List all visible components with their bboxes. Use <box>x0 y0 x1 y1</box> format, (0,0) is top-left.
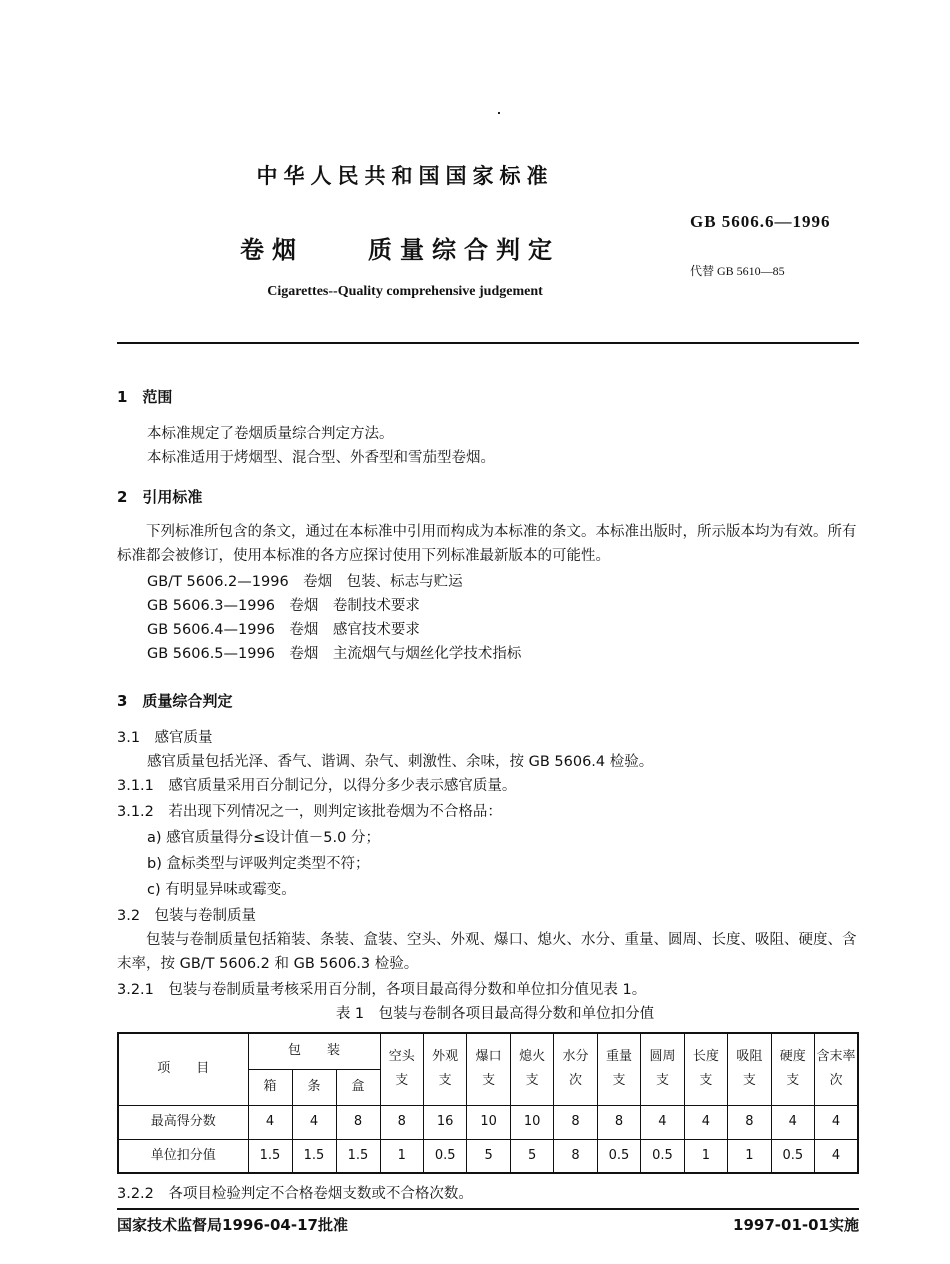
table-cell: 1 <box>728 1139 771 1173</box>
header-pack-sub: 盒 <box>336 1069 380 1105</box>
header-col: 水分 次 <box>554 1033 597 1105</box>
header-col: 重量 支 <box>597 1033 640 1105</box>
header-pack-sub: 箱 <box>248 1069 292 1105</box>
section-3-1-1: 3.1.1 感官质量采用百分制记分，以得分多少表示感官质量。 <box>117 778 517 794</box>
section-3-2-2: 3.2.2 各项目检验判定不合格卷烟支数或不合格次数。 <box>117 1186 473 1202</box>
approval-note: 国家技术监督局1996-04-17批准 <box>117 1216 348 1234</box>
header-divider <box>117 342 859 344</box>
header-packaging: 包 装 <box>248 1033 380 1069</box>
header-col: 圆周 支 <box>641 1033 684 1105</box>
table-cell: 1 <box>684 1139 727 1173</box>
table-cell: 4 <box>641 1105 684 1139</box>
footer-divider <box>117 1208 859 1210</box>
table-1-caption: 表 1 包装与卷制各项目最高得分数和单位扣分值 <box>335 1006 655 1022</box>
table-cell: 8 <box>728 1105 771 1139</box>
table-header-row <box>118 1033 858 1069</box>
reference-item: GB 5606.5—1996 卷烟 主流烟气与烟丝化学技术指标 <box>147 646 522 662</box>
table-cell: 4 <box>815 1105 858 1139</box>
reference-item: GB 5606.4—1996 卷烟 感官技术要求 <box>147 622 420 638</box>
header-col: 长度 支 <box>684 1033 727 1105</box>
table-cell: 10 <box>467 1105 510 1139</box>
table-cell: 1.5 <box>248 1139 292 1173</box>
table-cell: 4 <box>248 1105 292 1139</box>
header-col: 硬度 支 <box>771 1033 814 1105</box>
section-3-1-2-item-a: a) 感官质量得分≤设计值－5.0 分； <box>147 830 380 846</box>
row-label: 单位扣分值 <box>118 1139 248 1173</box>
table-cell: 8 <box>336 1105 380 1139</box>
section-2-para: 下列标准所包含的条文，通过在本标准中引用而构成为本标准的条文。本标准出版时，所示版本均为有效。所有标准都会被修订，使用本标准的各方应探讨使用下列标准最新版本的可能性。 <box>117 524 857 564</box>
section-3-2-para: 包装与卷制质量包括箱装、条装、盒装、空头、外观、爆口、熄火、水分、重量、圆周、长度、吸阻、硬度、含末率，按 GB/T 5606.2 和 GB 5606.3 检验。 <box>117 932 857 972</box>
table-cell: 4 <box>771 1105 814 1139</box>
table-row <box>118 1105 858 1139</box>
table-cell: 5 <box>467 1139 510 1173</box>
section-1-para-1: 本标准规定了卷烟质量综合判定方法。 <box>147 426 394 442</box>
table-cell: 0.5 <box>597 1139 640 1173</box>
reference-item: GB 5606.3—1996 卷烟 卷制技术要求 <box>147 598 420 614</box>
section-3-1-2: 3.1.2 若出现下列情况之一，则判定该批卷烟为不合格品： <box>117 804 502 820</box>
section-3-1-para: 感官质量包括光泽、香气、谐调、杂气、刺激性、余味，按 GB 5606.4 检验。 <box>147 754 654 770</box>
section-1-para-2: 本标准适用于烤烟型、混合型、外香型和雪茄型卷烟。 <box>147 450 495 466</box>
table-cell: 1.5 <box>292 1139 336 1173</box>
header-col: 含末率 次 <box>815 1033 858 1105</box>
header-item: 项 目 <box>118 1033 248 1105</box>
table-cell: 8 <box>597 1105 640 1139</box>
header-col: 熄火 支 <box>510 1033 553 1105</box>
section-3-2-1: 3.2.1 包装与卷制质量考核采用百分制，各项目最高得分数和单位扣分值见表 1。 <box>117 982 647 998</box>
national-standard-title: 中华人民共和国国家标准 <box>256 164 554 188</box>
reference-list <box>147 570 521 666</box>
table-cell: 8 <box>380 1105 423 1139</box>
header-col: 爆口 支 <box>467 1033 510 1105</box>
table-1 <box>117 1032 859 1174</box>
section-1-heading: 1 范围 <box>117 388 173 406</box>
section-3-2-heading: 3.2 包装与卷制质量 <box>117 908 257 924</box>
table-cell: 16 <box>423 1105 466 1139</box>
header-col: 吸阻 支 <box>728 1033 771 1105</box>
section-3-1-heading: 3.1 感官质量 <box>117 730 213 746</box>
section-2-heading: 2 引用标准 <box>117 488 203 506</box>
standard-code: GB 5606.6—1996 <box>690 212 831 231</box>
speck-mark <box>498 112 500 114</box>
table-cell: 1 <box>380 1139 423 1173</box>
section-3-heading: 3 质量综合判定 <box>117 692 233 710</box>
header-col: 外观 支 <box>423 1033 466 1105</box>
table-cell: 8 <box>554 1105 597 1139</box>
reference-item: GB/T 5606.2—1996 卷烟 包装、标志与贮运 <box>147 574 463 590</box>
table-cell: 4 <box>815 1139 858 1173</box>
document-title-en: Cigarettes--Quality comprehensive judgement <box>267 284 543 299</box>
header-col: 空头 支 <box>380 1033 423 1105</box>
replaces-note: 代替 GB 5610—85 <box>690 264 785 278</box>
table-cell: 4 <box>292 1105 336 1139</box>
section-3-1-2-item-c: c) 有明显异味或霉变。 <box>147 882 296 898</box>
table-cell: 8 <box>554 1139 597 1173</box>
header-pack-sub: 条 <box>292 1069 336 1105</box>
table-cell: 10 <box>510 1105 553 1139</box>
row-label: 最高得分数 <box>118 1105 248 1139</box>
table-cell: 5 <box>510 1139 553 1173</box>
table-row <box>118 1139 858 1173</box>
document-title-cn: 卷烟 质量综合判定 <box>240 236 560 264</box>
table-cell: 0.5 <box>423 1139 466 1173</box>
table-cell: 0.5 <box>771 1139 814 1173</box>
section-3-1-2-item-b: b) 盒标类型与评吸判定类型不符； <box>147 856 370 872</box>
table-cell: 1.5 <box>336 1139 380 1173</box>
implementation-date: 1997-01-01实施 <box>733 1216 859 1234</box>
table-cell: 4 <box>684 1105 727 1139</box>
table-cell: 0.5 <box>641 1139 684 1173</box>
